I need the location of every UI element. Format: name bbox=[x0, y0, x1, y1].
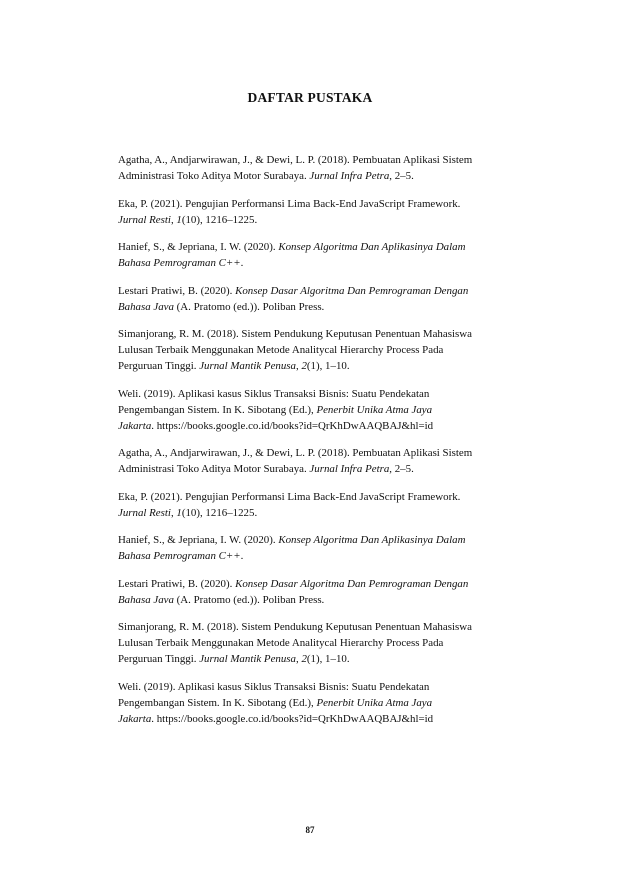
reference-line: Bahasa Pemrograman C++. bbox=[118, 257, 244, 269]
reference-line bbox=[118, 711, 518, 727]
page-number: 87 bbox=[305, 825, 315, 835]
reference-line bbox=[118, 418, 518, 434]
reference-line: Agatha, A., Andjarwirawan, J., & Dewi, L. P. (2018). Pembuatan Aplikasi Sistem bbox=[118, 447, 473, 459]
reference-line: Simanjorang, R. M. (2018). Sistem Pendukung Keputusan Penentuan Mahasiswa bbox=[118, 328, 472, 340]
publisher-name: Penerbit Unika Atma Jaya bbox=[316, 403, 433, 416]
reference-url: . https://books.google.co.id/books?id=QrKhDwAAQBAJ&hl=id bbox=[151, 712, 434, 725]
journal-title: Jurnal Mantik Penusa bbox=[199, 360, 296, 372]
book-title: Konsep Algoritma Dan Aplikasinya Dalam bbox=[278, 241, 466, 253]
reference-item bbox=[118, 239, 518, 271]
reference-line: Perguruan Tinggi. Jurnal Mantik Penusa, 2(1), 1–10. bbox=[118, 653, 350, 665]
publisher-name: Jakarta bbox=[118, 712, 152, 725]
publisher-name: Jakarta bbox=[118, 419, 152, 432]
reference-item bbox=[118, 532, 518, 564]
reference-line: Bahasa Java (A. Pratomo (ed.)). Poliban Press. bbox=[118, 300, 325, 313]
reference-list bbox=[118, 152, 518, 738]
reference-item bbox=[118, 445, 518, 477]
journal-title: Jurnal Mantik Penusa bbox=[199, 653, 296, 665]
book-title: Bahasa Pemrograman C++ bbox=[118, 550, 241, 562]
journal-title: Jurnal Infra Petra bbox=[309, 170, 390, 182]
reference-line: Lulusan Terbaik Menggunakan Metode Analitycal Hierarchy Process Pada bbox=[118, 344, 444, 356]
reference-line: Eka, P. (2021). Pengujian Performansi Lima Back-End JavaScript Framework. bbox=[118, 490, 461, 503]
reference-line: Bahasa Java (A. Pratomo (ed.)). Poliban Press. bbox=[118, 593, 325, 606]
reference-item bbox=[118, 619, 518, 667]
reference-line: Lestari Pratiwi, B. (2020). Konsep Dasar Algoritma Dan Pemrograman Dengan bbox=[118, 577, 469, 590]
reference-line: Agatha, A., Andjarwirawan, J., & Dewi, L. P. (2018). Pembuatan Aplikasi Sistem bbox=[118, 154, 473, 166]
book-title: Bahasa Java bbox=[118, 593, 174, 606]
reference-item bbox=[118, 196, 518, 228]
reference-line: Jurnal Resti, 1(10), 1216–1225. bbox=[118, 213, 258, 226]
reference-line: Weli. (2019). Aplikasi kasus Siklus Transaksi Bisnis: Suatu Pendekatan bbox=[118, 387, 430, 400]
book-title: Bahasa Pemrograman C++ bbox=[118, 257, 241, 269]
book-title: Konsep Algoritma Dan Aplikasinya Dalam bbox=[278, 534, 466, 546]
volume-number: 2 bbox=[301, 360, 307, 372]
volume-number: 2 bbox=[301, 653, 307, 665]
reference-line: Administrasi Toko Aditya Motor Surabaya. Jurnal Infra Petra, 2–5. bbox=[118, 170, 414, 182]
reference-item bbox=[118, 283, 518, 315]
reference-line: Perguruan Tinggi. Jurnal Mantik Penusa, 2(1), 1–10. bbox=[118, 360, 350, 372]
reference-line: Weli. (2019). Aplikasi kasus Siklus Transaksi Bisnis: Suatu Pendekatan bbox=[118, 680, 430, 693]
reference-line: Jurnal Resti, 1(10), 1216–1225. bbox=[118, 506, 258, 519]
reference-item bbox=[118, 386, 518, 434]
reference-item bbox=[118, 679, 518, 727]
reference-line: Simanjorang, R. M. (2018). Sistem Pendukung Keputusan Penentuan Mahasiswa bbox=[118, 621, 472, 633]
journal-title: Jurnal Resti bbox=[118, 506, 171, 519]
volume-number: 1 bbox=[176, 213, 182, 226]
reference-line: Hanief, S., & Jepriana, I. W. (2020). Konsep Algoritma Dan Aplikasinya Dalam bbox=[118, 534, 466, 546]
journal-title: Jurnal Resti bbox=[118, 213, 171, 226]
reference-line: Bahasa Pemrograman C++. bbox=[118, 550, 244, 562]
reference-line: Pengembangan Sistem. In K. Sibotang (Ed.), Penerbit Unika Atma Jaya bbox=[118, 403, 433, 416]
publisher-name: Penerbit Unika Atma Jaya bbox=[316, 696, 433, 709]
reference-item bbox=[118, 152, 518, 184]
reference-line: Administrasi Toko Aditya Motor Surabaya. Jurnal Infra Petra, 2–5. bbox=[118, 463, 414, 475]
reference-item bbox=[118, 489, 518, 521]
reference-line: Lestari Pratiwi, B. (2020). Konsep Dasar Algoritma Dan Pemrograman Dengan bbox=[118, 284, 469, 297]
reference-line: Pengembangan Sistem. In K. Sibotang (Ed.), Penerbit Unika Atma Jaya bbox=[118, 696, 433, 709]
reference-url: . https://books.google.co.id/books?id=QrKhDwAAQBAJ&hl=id bbox=[151, 419, 434, 432]
reference-line: Hanief, S., & Jepriana, I. W. (2020). Konsep Algoritma Dan Aplikasinya Dalam bbox=[118, 241, 466, 253]
reference-item bbox=[118, 326, 518, 374]
reference-line: Eka, P. (2021). Pengujian Performansi Lima Back-End JavaScript Framework. bbox=[118, 197, 461, 210]
reference-item bbox=[118, 576, 518, 608]
journal-title: Jurnal Infra Petra bbox=[309, 463, 390, 475]
book-title: Konsep Dasar Algoritma Dan Pemrograman Dengan bbox=[235, 284, 469, 297]
page-title: DAFTAR PUSTAKA bbox=[247, 90, 373, 105]
reference-line: Lulusan Terbaik Menggunakan Metode Analitycal Hierarchy Process Pada bbox=[118, 637, 444, 649]
volume-number: 1 bbox=[176, 506, 182, 519]
book-title: Konsep Dasar Algoritma Dan Pemrograman Dengan bbox=[235, 577, 469, 590]
book-title: Bahasa Java bbox=[118, 300, 174, 313]
